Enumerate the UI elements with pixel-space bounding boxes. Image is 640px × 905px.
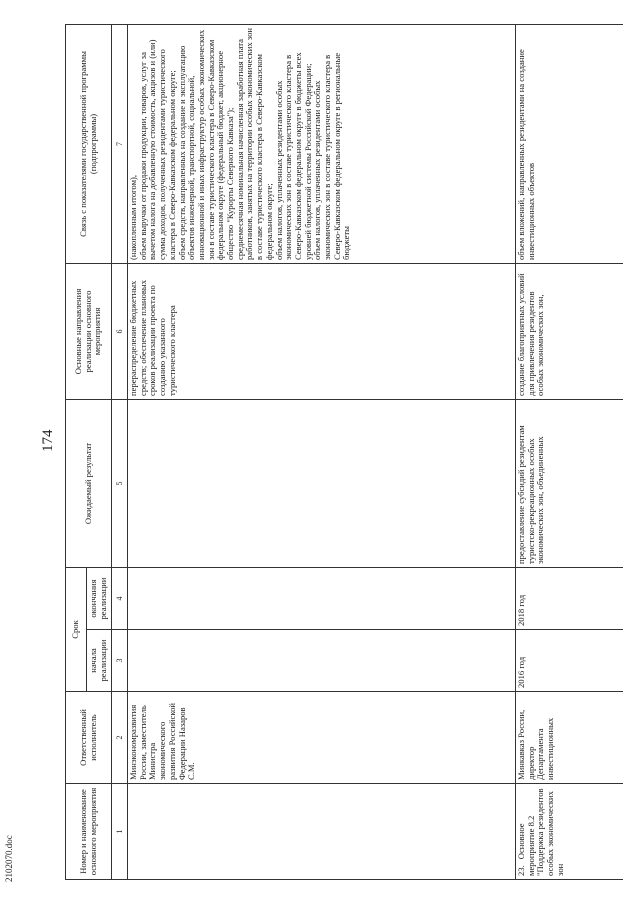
cell-result	[128, 399, 516, 567]
table-container	[65, 25, 635, 880]
header-row	[66, 24, 87, 879]
header-term: Срок	[66, 567, 87, 691]
header-start: начала реализации	[87, 630, 112, 692]
column-number-row	[112, 24, 128, 879]
indicator-line: объем средств, направленных на создание и эксплуатацию объектов инженерной, транспортной, социальной, инновационной и иных инфраструктур особых экономических зон в составе туристического кластера в Северо-Кавказском федеральном округе (федеральный бюджет, акционерное общество "Курорты Северного Кавказа");	[176, 29, 236, 260]
header-result: Ожидаемый результат	[66, 399, 112, 567]
table-row	[516, 24, 624, 879]
header-number-name: Номер и наименование основного мероприятия	[66, 784, 112, 880]
indicator-line: объем выручки от продажи продукции, товаров, услуг за вычетом налога на добавленную стоимость, акцизов и (или) сумма доходов, полученных резидентами туристического кластера в Северо-Кавказском федеральном округе;	[137, 39, 177, 260]
program-table	[65, 24, 623, 880]
cell-number-name	[128, 784, 516, 880]
cell-start: 2016 год	[516, 630, 624, 692]
cell-start	[128, 630, 516, 692]
cell-indicators	[128, 24, 516, 263]
cell-end: 2018 год	[516, 567, 624, 629]
header-executor: Ответственный исполнитель	[66, 692, 112, 784]
column-number: 1	[112, 784, 128, 880]
column-number: 5	[112, 399, 128, 567]
column-number: 2	[112, 692, 128, 784]
column-number: 7	[112, 24, 128, 263]
cell-end	[128, 567, 516, 629]
indicator-line: объем налогов, уплаченных резидентами особых экономических зон в составе туристического кластера в Северо-Кавказском федеральном округе в региональные бюджеты	[312, 52, 352, 260]
page-number: 174	[40, 429, 56, 452]
cell-executor: Минэкономразвития России, заместитель Министра экономического развития Российской Федерации Назаров С.М.	[128, 692, 516, 784]
column-number: 3	[112, 630, 128, 692]
cell-number-name	[516, 784, 624, 880]
cell-result: предоставление субсидий резидентам туристско-рекреационных особых экономических зон, объединенных	[516, 399, 624, 567]
row-title: Основное мероприятие 8.2 "Поддержка резидентов особых экономических зон	[516, 788, 565, 876]
cell-indicators: объем вложений, направленных резидентами на создание инвестиционных объектов	[516, 24, 624, 263]
indicator-line: среднемесячная номинальная начисленная заработная плата работников, занятых на территории особых экономических зон в составе туристического кластера в Северо-Кавказском федеральном округе;	[234, 27, 274, 260]
column-number: 4	[112, 567, 128, 629]
indicator-line: (накопленным итогом),	[128, 174, 138, 260]
indicator-line: объем налогов, уплаченных резидентами особых экономических зон в составе туристического кластера в Северо-Кавказском федеральном округе в бюджеты всех уровней бюджетной системы Российской Федерации;	[273, 52, 313, 260]
cell-directions: создание благоприятных условий для привлечения резидентов особых экономических зон,	[516, 263, 624, 399]
row-number: 23.	[516, 865, 526, 876]
footer-filename: 2102070.doc	[4, 835, 14, 882]
table-row	[128, 24, 516, 879]
cell-executor: Минкавказ России, директор Департамента инвестиционных	[516, 692, 624, 784]
cell-directions: перераспределение бюджетных средств; обеспечение плановых сроков реализации проекта по созданию указанного туристического кластера	[128, 263, 516, 399]
header-end: окончания реализации	[87, 567, 112, 629]
header-directions: Основные направления реализации основного мероприятия	[66, 263, 112, 399]
header-indicators: Связь с показателями государственной программы (подпрограммы)	[66, 24, 112, 263]
column-number: 6	[112, 263, 128, 399]
